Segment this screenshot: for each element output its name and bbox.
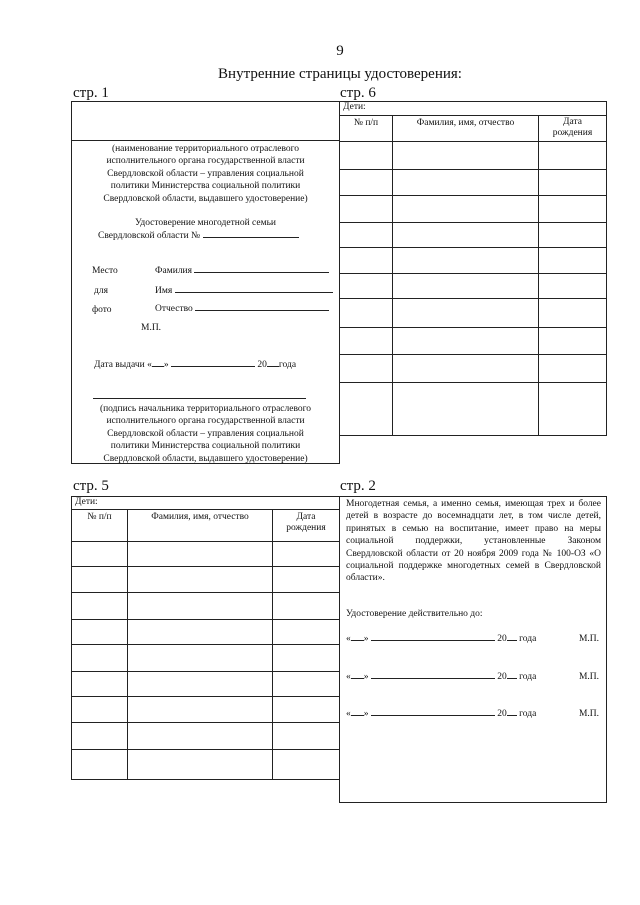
cert-number: Свердловской области № [98,230,299,242]
validity-row-2: « » 20 года М.П. [346,672,599,682]
col-num-header: № п/п [340,116,393,142]
children-table-p6 [339,101,607,436]
stamp-mark: М.П. [578,672,599,682]
table-row [72,697,340,723]
field-name: Имя [155,285,333,297]
table-row [340,328,607,355]
page-label-2: стр. 2 [340,478,376,494]
table-row [72,645,340,672]
signature-note: (подпись начальника территориального отраслевого исполнительного органа государственной власти Свердловской области – управления социальной политики Министерства социальной политики Свердловской области, выдавшего удостоверение) [99,404,312,464]
photo-label: Место для фото [92,266,118,315]
table-row [340,383,607,436]
table-row [340,355,607,383]
col-name-header: Фамилия, имя, отчество [393,116,539,142]
page2-text: Многодетная семья, а именно семья, имеющая трех и более детей в возрасте до восемнадцати лет, в том числе детей, принятых в семью на воспитание, имеет право на меры социальной поддержки, установленные Законом Свердловской области от 20 ноября 2009 года № 100-ОЗ «О социальной поддержке многодетных семей в Свердловской области». [346,499,601,584]
table-row [340,196,607,223]
field-surname: Фамилия [155,265,329,277]
children-table-p5 [71,496,340,780]
table-row [72,567,340,593]
table-row [340,170,607,196]
children-caption: Дети: [340,102,607,116]
signature-line [93,398,306,399]
page-label-5: стр. 5 [73,478,109,494]
page-number: 9 [336,43,344,59]
field-patronymic: Отчество [155,303,329,315]
org-note: (наименование территориального отраслевого исполнительного органа государственной власти Свердловской области – управления социальной политики Министерства социальной политики Свердловской области, выдавшего удостоверение) [103,144,308,204]
table-row [72,723,340,750]
table-row [340,142,607,170]
table-row [72,593,340,620]
col-name-header: Фамилия, имя, отчество [128,510,273,542]
col-date-header: Дата рождения [273,510,340,542]
stamp-mark: М.П. [141,323,162,333]
stamp-mark: М.П. [578,634,599,644]
table-row [340,248,607,274]
col-date-header: Дата рождения [539,116,607,142]
stamp-mark: М.П. [578,709,599,719]
document-title: Внутренние страницы удостоверения: [218,66,462,82]
table-row [72,542,340,567]
issue-date: Дата выдачи « » 20 года [94,360,297,370]
page-label-1: стр. 1 [73,85,109,101]
col-num-header: № п/п [72,510,128,542]
table-row [72,750,340,780]
cert-title: Удостоверение многодетной семьи [134,218,277,228]
table-row [340,223,607,248]
table-row [72,620,340,645]
page1-divider [71,140,340,141]
table-row [72,672,340,697]
table-row [340,274,607,299]
validity-row-3: « » 20 года М.П. [346,709,599,719]
table-row [340,299,607,328]
validity-row-1: « » 20 года М.П. [346,634,599,644]
page-label-6: стр. 6 [340,85,376,101]
valid-until-label: Удостоверение действительно до: [346,609,483,619]
children-caption: Дети: [72,497,340,510]
